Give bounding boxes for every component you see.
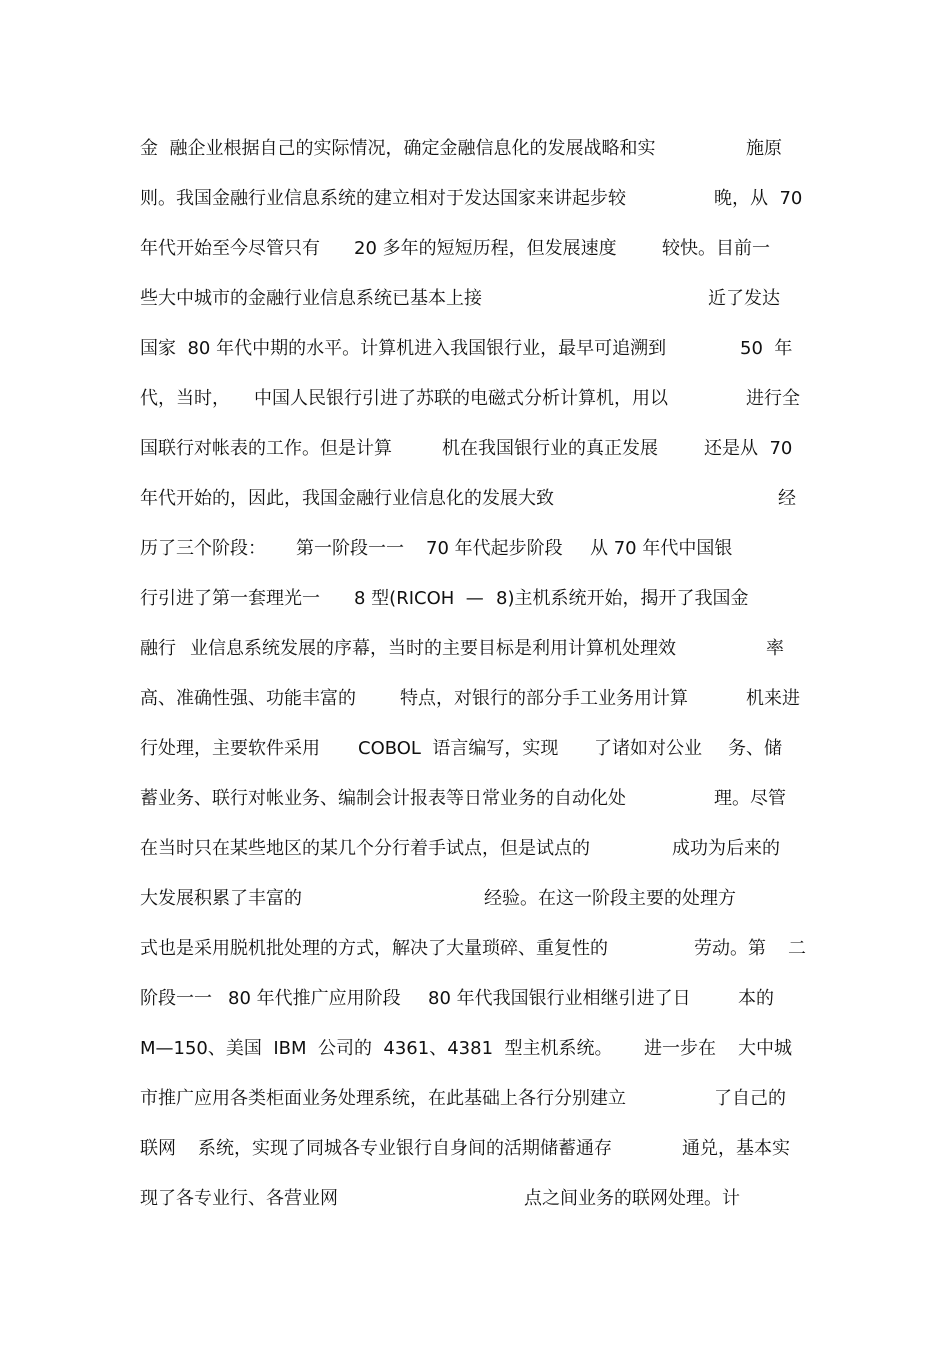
text-segment: 业信息系统发展的序幕，当时的主要目标是利用计算机处理效 (190, 638, 676, 659)
text-segment: 式也是采用脱机批处理的方式，解决了大量琐碎、重复性的 (140, 938, 608, 959)
text-segment: 经 (778, 488, 796, 509)
text-segment: 施原 (746, 138, 782, 159)
text-segment: 本的 (738, 988, 774, 1009)
text-line-2 (140, 184, 820, 214)
text-segment: 年代开始至今尽管只有 (140, 238, 320, 259)
text-line-21 (140, 1134, 820, 1164)
text-segment: 8 型(RICOH — (354, 588, 484, 609)
text-segment: 进行全 (746, 388, 800, 409)
text-segment: 国联行对帐表的工作。但是计算 (140, 438, 392, 459)
text-line-7 (140, 434, 820, 464)
text-segment: 蓄业务、联行对帐业务、编制会计报表等日常业务的自动化处 (140, 788, 626, 809)
text-segment: 则。我国金融行业信息系统的建立相对于发达国家来讲起步较 (140, 188, 626, 209)
text-segment: 年代开始的，因此，我国金融行业信息化的发展大致 (140, 488, 554, 509)
text-segment: 在当时只在某些地区的某几个分行着手试点，但是试点的 (140, 838, 590, 859)
text-segment: 系统，实现了同城各专业银行自身间的活期储蓄通存 (198, 1138, 612, 1159)
text-segment: 成功为后来的 (672, 838, 780, 859)
text-segment: 50 年 (740, 338, 793, 359)
text-segment: 还是从 70 (704, 438, 793, 459)
text-segment: 从 70 年代中国银 (590, 538, 733, 559)
text-segment: 阶段一一 (140, 988, 212, 1009)
text-segment: COBOL 语言编写，实现 (358, 738, 559, 759)
text-line-8 (140, 484, 820, 514)
text-line-14 (140, 784, 820, 814)
text-segment: 理。尽管 (714, 788, 786, 809)
text-line-10 (140, 584, 820, 614)
text-line-4 (140, 284, 820, 314)
text-segment: 70 年代起步阶段 (426, 538, 563, 559)
text-segment: 机来进 (746, 688, 800, 709)
text-segment: 联网 (140, 1138, 176, 1159)
text-segment: 行处理，主要软件采用 (140, 738, 320, 759)
text-segment: 市推广应用各类柜面业务处理系统，在此基础上各行分别建立 (140, 1088, 626, 1109)
text-segment: 80 年代我国银行业相继引进了日 (428, 988, 691, 1009)
text-line-17 (140, 934, 820, 964)
text-segment: 高、准确性强、功能丰富的 (140, 688, 356, 709)
text-segment: 大中城 (738, 1038, 792, 1059)
text-segment: 二 (788, 938, 806, 959)
text-segment: 融行 (140, 638, 176, 659)
text-line-15 (140, 834, 820, 864)
text-segment: 机在我国银行业的真正发展 (442, 438, 658, 459)
text-line-6 (140, 384, 820, 414)
text-segment: 大发展积累了丰富的 (140, 888, 302, 909)
text-segment: 些大中城市的金融行业信息系统已基本上接 (140, 288, 482, 309)
text-segment: 20 多年的短短历程，但发展速度 (354, 238, 617, 259)
text-segment: 劳动。第 (694, 938, 766, 959)
text-segment: 率 (766, 638, 784, 659)
text-line-22 (140, 1184, 820, 1214)
text-segment: 进一步在 (644, 1038, 716, 1059)
text-line-3 (140, 234, 820, 264)
text-segment: 务、储 (728, 738, 782, 759)
text-segment: 近了发达 (708, 288, 780, 309)
text-segment: 中国人民银行引进了苏联的电磁式分析计算机，用以 (254, 388, 668, 409)
text-segment: 特点，对银行的部分手工业务用计算 (400, 688, 688, 709)
text-segment: 经验。在这一阶段主要的处理方 (484, 888, 736, 909)
text-segment: 晚，从 70 (714, 188, 803, 209)
text-segment: 8)主机系统开始，揭开了我国金 (496, 588, 749, 609)
text-line-9 (140, 534, 820, 564)
text-segment: 现了各专业行、各营业网 (140, 1188, 338, 1209)
text-line-19 (140, 1034, 820, 1064)
text-segment: 国家 80 年代中期的水平。计算机进入我国银行业，最早可追溯到 (140, 338, 667, 359)
text-line-1 (140, 134, 820, 164)
text-segment: 代，当时， (140, 388, 230, 409)
text-segment: 金 融企业根据自己的实际情况，确定金融信息化的发展战略和实 (140, 138, 656, 159)
text-segment: 较快。目前一 (662, 238, 770, 259)
text-line-16 (140, 884, 820, 914)
text-segment: 第一阶段一一 (296, 538, 404, 559)
text-line-13 (140, 734, 820, 764)
text-segment: 通兑，基本实 (682, 1138, 790, 1159)
text-segment: 80 年代推广应用阶段 (228, 988, 401, 1009)
text-line-18 (140, 984, 820, 1014)
text-line-5 (140, 334, 820, 364)
text-line-20 (140, 1084, 820, 1114)
text-segment: 了自己的 (714, 1088, 786, 1109)
text-line-12 (140, 684, 820, 714)
text-segment: 了诸如对公业 (594, 738, 702, 759)
text-segment: M—150、美国 IBM 公司的 4361、4381 型主机系统。 (140, 1038, 613, 1059)
text-segment: 点之间业务的联网处理。计 (524, 1188, 740, 1209)
text-segment: 行引进了第一套理光一 (140, 588, 320, 609)
text-segment: 历了三个阶段： (140, 538, 266, 559)
text-line-11 (140, 634, 820, 664)
